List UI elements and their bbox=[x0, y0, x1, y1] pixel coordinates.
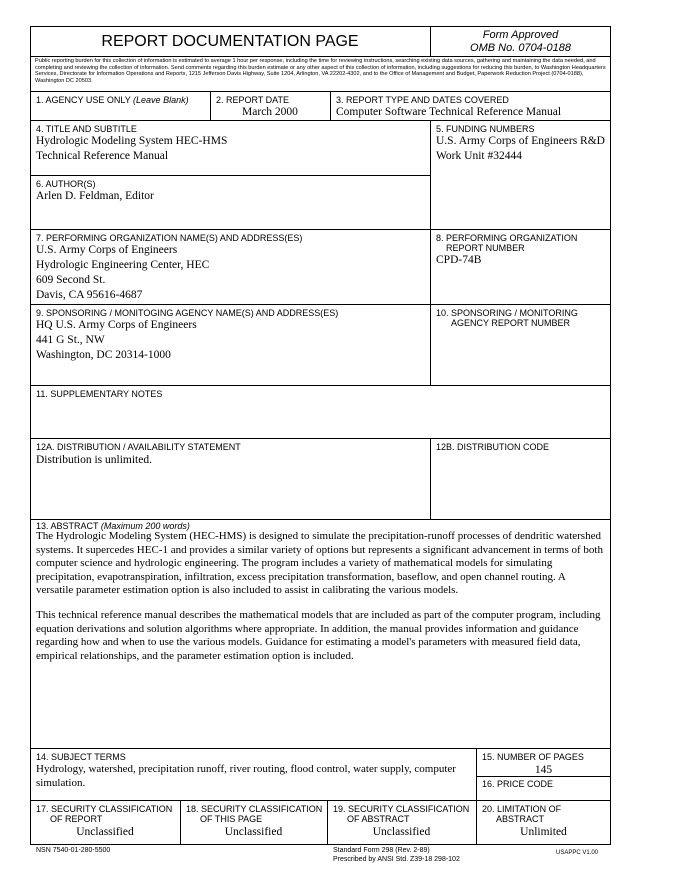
performing-report-label: REPORT NUMBER bbox=[446, 243, 525, 253]
report-type-label: 3. REPORT TYPE AND DATES COVERED bbox=[336, 95, 509, 105]
sponsoring-agency-label: 9. SPONSORING / MONITOGING AGENCY NAME(S) AND ADDRESS(ES) bbox=[36, 308, 339, 318]
authors-value: Arlen D. Feldman, Editor bbox=[36, 190, 154, 202]
rule bbox=[30, 385, 611, 386]
classification-page-value: Unclassified bbox=[224, 826, 283, 838]
performing-org-line: Hydrologic Engineering Center, HEC bbox=[36, 259, 210, 271]
sponsoring-report-label: AGENCY REPORT NUMBER bbox=[451, 318, 571, 328]
subject-terms-label: 14. SUBJECT TERMS bbox=[36, 752, 126, 762]
funding-label: 5. FUNDING NUMBERS bbox=[436, 124, 535, 134]
performing-org-label: 7. PERFORMING ORGANIZATION NAME(S) AND ADDRESS(ES) bbox=[36, 233, 303, 243]
standard-form: Standard Form 298 (Rev. 2-89) bbox=[333, 847, 430, 854]
rule bbox=[30, 438, 611, 439]
classification-abstract-label: OF ABSTRACT bbox=[347, 814, 410, 824]
sponsoring-agency-line: 441 G St., NW bbox=[36, 334, 105, 346]
subject-terms-value: Hydrology, watershed, precipitation runoff, river routing, flood control, water supply, computer simulation. bbox=[36, 763, 456, 789]
rule bbox=[30, 229, 611, 230]
nsn-number: NSN 7540-01-280-5500 bbox=[36, 847, 111, 854]
performing-report-label: 8. PERFORMING ORGANIZATION bbox=[436, 233, 578, 243]
rule bbox=[30, 748, 611, 749]
classification-page-label: OF THIS PAGE bbox=[200, 814, 263, 824]
rule bbox=[30, 175, 430, 176]
performing-org-line: Davis, CA 95616-4687 bbox=[36, 289, 143, 301]
rule bbox=[30, 91, 611, 92]
agency-use-label: 1. AGENCY USE ONLY (Leave Blank) bbox=[36, 95, 189, 105]
funding-line2: Work Unit #32444 bbox=[436, 150, 522, 162]
title-label: 4. TITLE AND SUBTITLE bbox=[36, 124, 137, 134]
report-date-value: March 2000 bbox=[242, 106, 298, 118]
prescribed-by: Prescribed by ANSI Std. Z39-18 298-102 bbox=[333, 856, 460, 863]
limitation-label: 20. LIMITATION OF bbox=[482, 804, 562, 814]
classification-report-label: 17. SECURITY CLASSIFICATION bbox=[36, 804, 173, 814]
title-line2: Technical Reference Manual bbox=[36, 150, 169, 162]
distribution-label: 12A. DISTRIBUTION / AVAILABILITY STATEMENT bbox=[36, 442, 241, 452]
num-pages-value: 145 bbox=[534, 764, 553, 776]
classification-report-value: Unclassified bbox=[76, 826, 134, 838]
classification-report-label: OF REPORT bbox=[50, 814, 103, 824]
page-title: REPORT DOCUMENTATION PAGE bbox=[101, 33, 359, 50]
authors-label: 6. AUTHOR(S) bbox=[36, 179, 96, 189]
performing-report-value: CPD-74B bbox=[436, 254, 482, 266]
price-code-label: 16. PRICE CODE bbox=[482, 779, 554, 789]
rule bbox=[30, 304, 611, 305]
burden-statement: Public reporting burden for this collection of information is estimated to average 1 hour per response, including the time for reviewing instructions, searching existing data sources, gathering and maintaining the data needed, and completing and reviewing the collection of information. Send comments regarding this burden estimate or any other aspect of this collection of information, including suggestions for reducing this burden, to Washington Headquarters Services, Directorate for Information Operations and Reports, 1215 Jefferson Davis Highway, Suite 1204, Arlington, VA 22202-4302, and to the Office of Management and Budget, Paperwork Reduction Project (0704-0188), Washington DC 20503. bbox=[35, 58, 606, 84]
usappc-version: USAPPC V1.00 bbox=[556, 850, 599, 856]
sponsoring-agency-line: HQ U.S. Army Corps of Engineers bbox=[36, 319, 197, 331]
distribution-value: Distribution is unlimited. bbox=[36, 454, 152, 466]
rule bbox=[30, 519, 611, 520]
rule bbox=[330, 91, 331, 120]
classification-abstract-value: Unclassified bbox=[372, 826, 431, 838]
funding-line1: U.S. Army Corps of Engineers R&D bbox=[436, 135, 605, 147]
abstract-paragraph: The Hydrologic Modeling System (HEC-HMS) is designed to simulate the precipitation-runoff processes of dendritic watershed systems. It supercedes HEC-1 and provides a similar variety of options but represents a significant advancement in terms of both computer science and hydrologic engineering. The program includes a variety of mathematical models for simulating precipitation, evapotranspiration, infiltration, excess precipitation transformation, baseflow, and open channel routing. A versatile parameter estimation option is also included to assist in calibrating the various models. bbox=[36, 530, 603, 596]
supplementary-label: 11. SUPPLEMENTARY NOTES bbox=[36, 389, 163, 399]
rule bbox=[30, 56, 611, 57]
classification-abstract-label: 19. SECURITY CLASSIFICATION bbox=[333, 804, 470, 814]
distribution-code-label: 12B. DISTRIBUTION CODE bbox=[436, 442, 550, 452]
rule bbox=[30, 120, 611, 121]
title-line1: Hydrologic Modeling System HEC-HMS bbox=[36, 135, 228, 147]
classification-page-label: 18. SECURITY CLASSIFICATION bbox=[186, 804, 323, 814]
performing-org-line: U.S. Army Corps of Engineers bbox=[36, 244, 178, 256]
sponsoring-report-label: 10. SPONSORING / MONITORING bbox=[436, 308, 578, 318]
sponsoring-agency-line: Washington, DC 20314-1000 bbox=[36, 349, 171, 361]
form-approved: Form Approved bbox=[482, 29, 559, 41]
report-type-value: Computer Software Technical Reference Manual bbox=[336, 106, 562, 118]
rule bbox=[30, 800, 611, 801]
report-date-label: 2. REPORT DATE bbox=[216, 95, 290, 105]
num-pages-label: 15. NUMBER OF PAGES bbox=[482, 752, 584, 762]
limitation-value: Unlimited bbox=[520, 826, 567, 838]
abstract-paragraph: This technical reference manual describes the mathematical models that are included as part of the computer program, including equation derivations and solution algorithms where appropriate. In addition, the manual provides information and guidance regarding how and when to use the various models. Guidance for estimating a model's parameters with measured field data, empirical relationships, and the parameter estimation option is included. bbox=[36, 609, 601, 662]
omb-number: OMB No. 0704-0188 bbox=[470, 42, 571, 54]
performing-org-line: 609 Second St. bbox=[36, 274, 106, 286]
rule bbox=[430, 120, 431, 385]
abstract-label: 13. ABSTRACT (Maximum 200 words) bbox=[36, 521, 190, 531]
limitation-label: ABSTRACT bbox=[496, 814, 545, 824]
rule bbox=[430, 438, 431, 519]
